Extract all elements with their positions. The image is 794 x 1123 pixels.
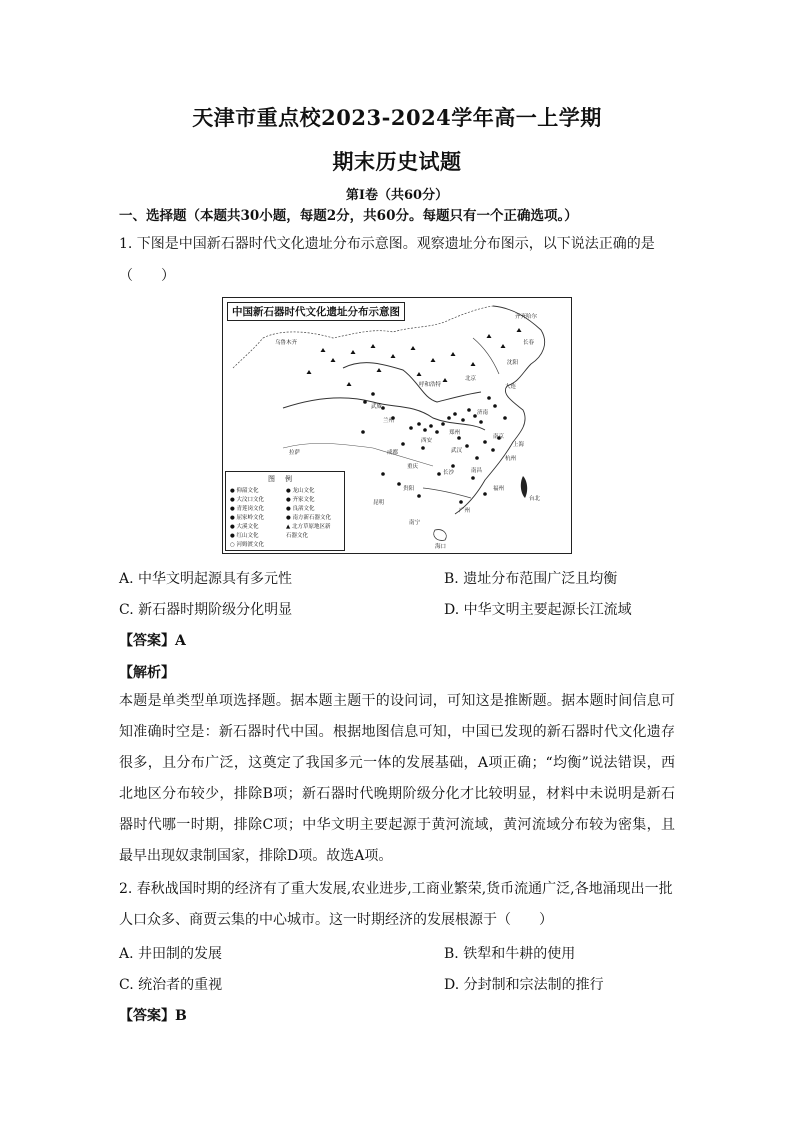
map-place-label: 武威 (371, 404, 383, 410)
map-place-label: 呼和浩特 (419, 382, 442, 388)
exam-subtitle: 期末历史试题 (332, 149, 462, 174)
map-place-label: 大连 (505, 384, 517, 390)
q1-option-a: A. 中华文明起源具有多元性 (119, 571, 293, 587)
map-place-label: 郑州 (449, 430, 461, 436)
legend-item: ● 仰韶文化 (230, 488, 259, 494)
map-place-label: 兰州 (383, 418, 395, 424)
map-place-label: 沈阳 (507, 360, 519, 366)
q2-option-d: D. 分封制和宗法制的推行 (444, 977, 604, 993)
q1-analysis-text: 本题是单类型单项选择题。据本题主题干的设问词，可知这是推断题。据本题时间信息可知准确时空是：新石器时代中国。根据地图信息可知，中国已发现的新石器时代文化遗存很多，且分布广泛，这奠定了我国多元一体的发展基础，A项正确；“均衡”说法错误，西北地区分布较少，排除B项；新石器时代晚期阶级分化才比较明显，材料中未说明是新石器时代哪一时期，排除C项；中华文明主要起源于黄河流域，黄河流域分布较为密集，且最早出现奴隶制国家，排除D项。故选A项。 (119, 693, 675, 864)
map-place-label: 武汉 (451, 448, 463, 454)
map-place-label: 北京 (465, 376, 477, 382)
map-place-label: 重庆 (407, 464, 419, 470)
map-place-label: 杭州 (505, 456, 517, 462)
neolithic-map (222, 297, 572, 554)
legend-item: ● 齐家文化 (286, 497, 315, 503)
q2-stem-line2: 人口众多、商贾云集的中心城市。这一时期经济的发展根源于（ ） (119, 912, 553, 928)
map-place-label: 上海 (513, 442, 525, 448)
part-title: 第Ⅰ卷（共60分） (345, 188, 449, 203)
map-place-label: 南京 (493, 434, 505, 440)
legend-item: ● 青莲岗文化 (230, 506, 265, 512)
map-place-label: 南昌 (471, 468, 483, 474)
q2-answer: 【答案】B (119, 1008, 187, 1024)
map-place-label: 广州 (459, 508, 471, 514)
legend-item: ● 屈家岭文化 (230, 515, 265, 521)
map-place-label: 长春 (523, 340, 535, 346)
map-place-label: 济南 (477, 410, 489, 416)
map-place-label: 乌鲁木齐 (275, 340, 298, 346)
q1-stem-line1: 1. 下图是中国新石器时代文化遗址分布示意图。观察遗址分布图示，以下说法正确的是 (119, 236, 655, 252)
map-place-label: 海口 (435, 544, 447, 550)
map-place-label: 贵阳 (403, 486, 415, 492)
q1-option-b: B. 遗址分布范围广泛且均衡 (444, 571, 618, 587)
q2-option-c: C. 统治者的重视 (119, 977, 223, 993)
map-title: 中国新石器时代文化遗址分布示意图 (227, 302, 405, 321)
legend-item: ○ 河姆渡文化 (230, 542, 265, 548)
map-place-label: 齐齐哈尔 (515, 314, 538, 320)
q2-option-a: A. 井田制的发展 (119, 946, 223, 962)
legend-item: ● 红山文化 (230, 533, 259, 539)
legend-item: ● 大汶口文化 (230, 497, 265, 503)
q1-answer: 【答案】A (119, 633, 186, 649)
q1-option-c: C. 新石器时期阶级分化明显 (119, 602, 293, 618)
map-place-label: 成都 (387, 450, 399, 456)
legend-item: 石器文化 (286, 533, 309, 539)
map-place-label: 南宁 (409, 520, 421, 526)
q2-stem-line1: 2. 春秋战国时期的经济有了重大发展,农业进步,工商业繁荣,货币流通广泛,各地涌现出一批 (119, 881, 673, 897)
legend-title: 图例 (268, 475, 302, 483)
legend-item: ▲ 北方草原地区新 (286, 524, 331, 530)
legend-item: ● 南方新石器文化 (286, 515, 332, 521)
section-title: 一、选择题（本题共30小题，每题2分，共60分。每题只有一个正确选项。） (119, 208, 578, 224)
map-place-label: 拉萨 (289, 450, 301, 456)
map-place-label: 福州 (493, 486, 505, 492)
q1-option-d: D. 中华文明主要起源长江流域 (444, 602, 632, 618)
q2-option-b: B. 铁犁和牛耕的使用 (444, 946, 576, 962)
map-place-label: 昆明 (373, 500, 385, 506)
legend-item: ● 龙山文化 (286, 488, 315, 494)
q1-analysis-label: 【解析】 (119, 665, 175, 681)
legend-item: ● 良渚文化 (286, 506, 315, 512)
legend-item: ● 大溪文化 (230, 524, 259, 530)
map-place-label: 长沙 (443, 470, 455, 476)
map-place-label: 西安 (421, 438, 433, 444)
exam-title: 天津市重点校2023-2024学年高一上学期 (192, 105, 602, 130)
q1-stem-line2: （ ） (119, 268, 175, 284)
map-place-label: 台北 (529, 496, 541, 502)
map-legend (225, 471, 345, 551)
